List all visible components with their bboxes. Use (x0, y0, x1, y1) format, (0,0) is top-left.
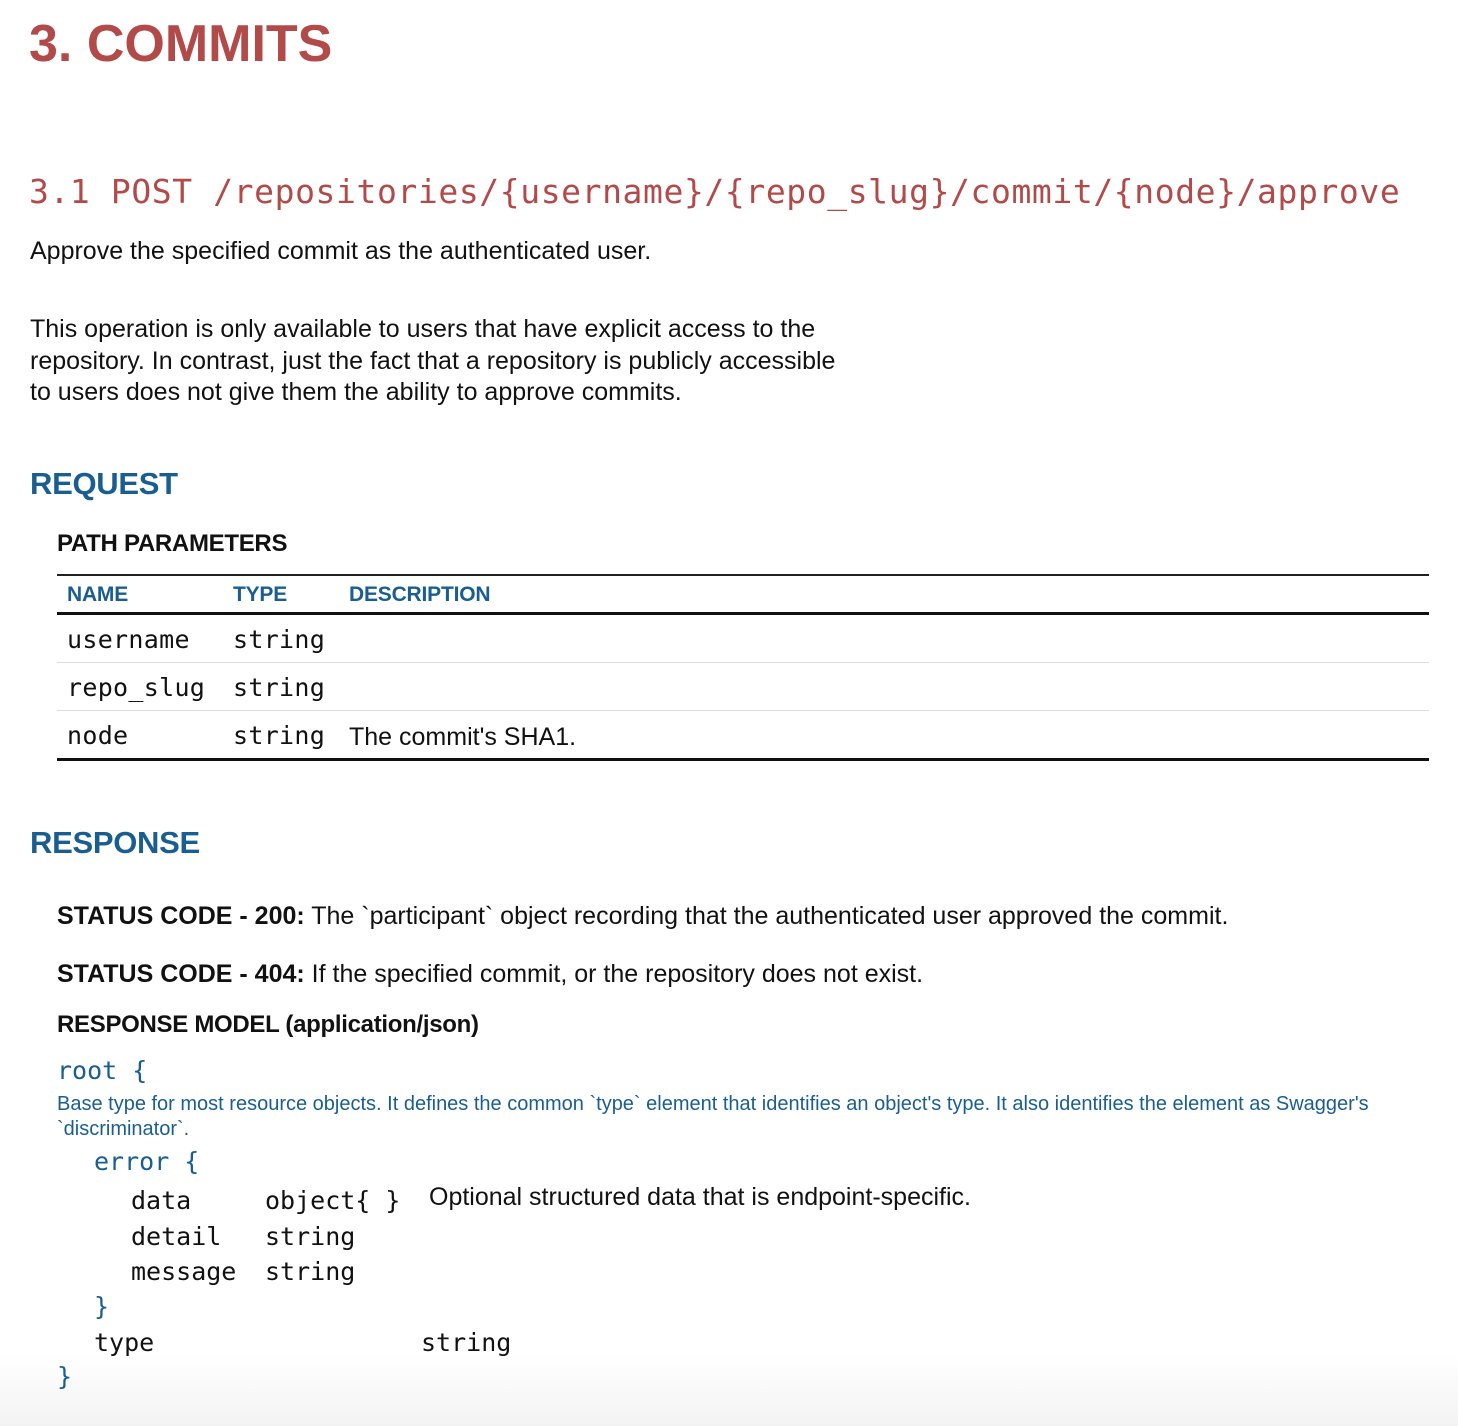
param-description: The commit's SHA1. (349, 723, 577, 751)
model-error-close: } (94, 1292, 110, 1321)
request-section-title: REQUEST (30, 466, 178, 501)
path-parameters-table (57, 574, 1429, 761)
model-root-description: Base type for most resource objects. It defines the common `type` element that identifies an object's type. It also identifies the element as Swagger's `discriminator`. (57, 1093, 1369, 1140)
model-root-close: } (57, 1362, 73, 1391)
path-parameters-title: PATH PARAMETERS (57, 530, 288, 557)
field-description: Optional structured data that is endpoint-specific. (429, 1183, 971, 1211)
status-code-label: STATUS CODE - 404: (57, 960, 305, 988)
chapter-title: 3. COMMITS (29, 15, 333, 73)
model-root-open: root { (57, 1056, 148, 1085)
endpoint-description: This operation is only available to users that have explicit access to the repository. In contrast, just the fact that a repository is publicly accessible to users does not give them the ability to approve commits. (30, 315, 836, 406)
table-header (57, 574, 1429, 615)
param-type: string (233, 673, 326, 702)
status-code-text: The `participant` object recording that the authenticated user approved the commit. (304, 902, 1229, 930)
param-type: string (233, 625, 326, 654)
field-type: string (421, 1328, 512, 1357)
column-header-name: NAME (67, 583, 129, 606)
param-name: username (67, 625, 190, 654)
table-row (57, 663, 1429, 711)
status-code-label: STATUS CODE - 200: (57, 902, 305, 930)
model-error-open: error { (94, 1147, 200, 1176)
response-model-title: RESPONSE MODEL (application/json) (57, 1011, 479, 1038)
table-row (57, 615, 1429, 663)
param-type: string (233, 721, 326, 750)
field-name: message (131, 1257, 237, 1286)
status-code-text: If the specified commit, or the repository does not exist. (304, 960, 924, 988)
status-code-200 (57, 902, 1228, 931)
column-header-type: TYPE (233, 583, 288, 606)
column-header-description: DESCRIPTION (349, 583, 491, 606)
table-row (57, 711, 1429, 761)
response-section-title: RESPONSE (30, 825, 200, 860)
field-type: string (265, 1222, 356, 1251)
field-name: type (94, 1328, 155, 1357)
field-type: object{ } (265, 1186, 401, 1215)
field-name: detail (131, 1222, 222, 1251)
status-code-404 (57, 960, 923, 989)
endpoint-heading: 3.1 POST /repositories/{username}/{repo_slug}/commit/{node}/approve (29, 172, 1401, 211)
field-name: data (131, 1186, 192, 1215)
field-type: string (265, 1257, 356, 1286)
param-name: repo_slug (67, 673, 206, 702)
param-name: node (67, 721, 129, 750)
endpoint-summary: Approve the specified commit as the authenticated user. (30, 237, 652, 265)
